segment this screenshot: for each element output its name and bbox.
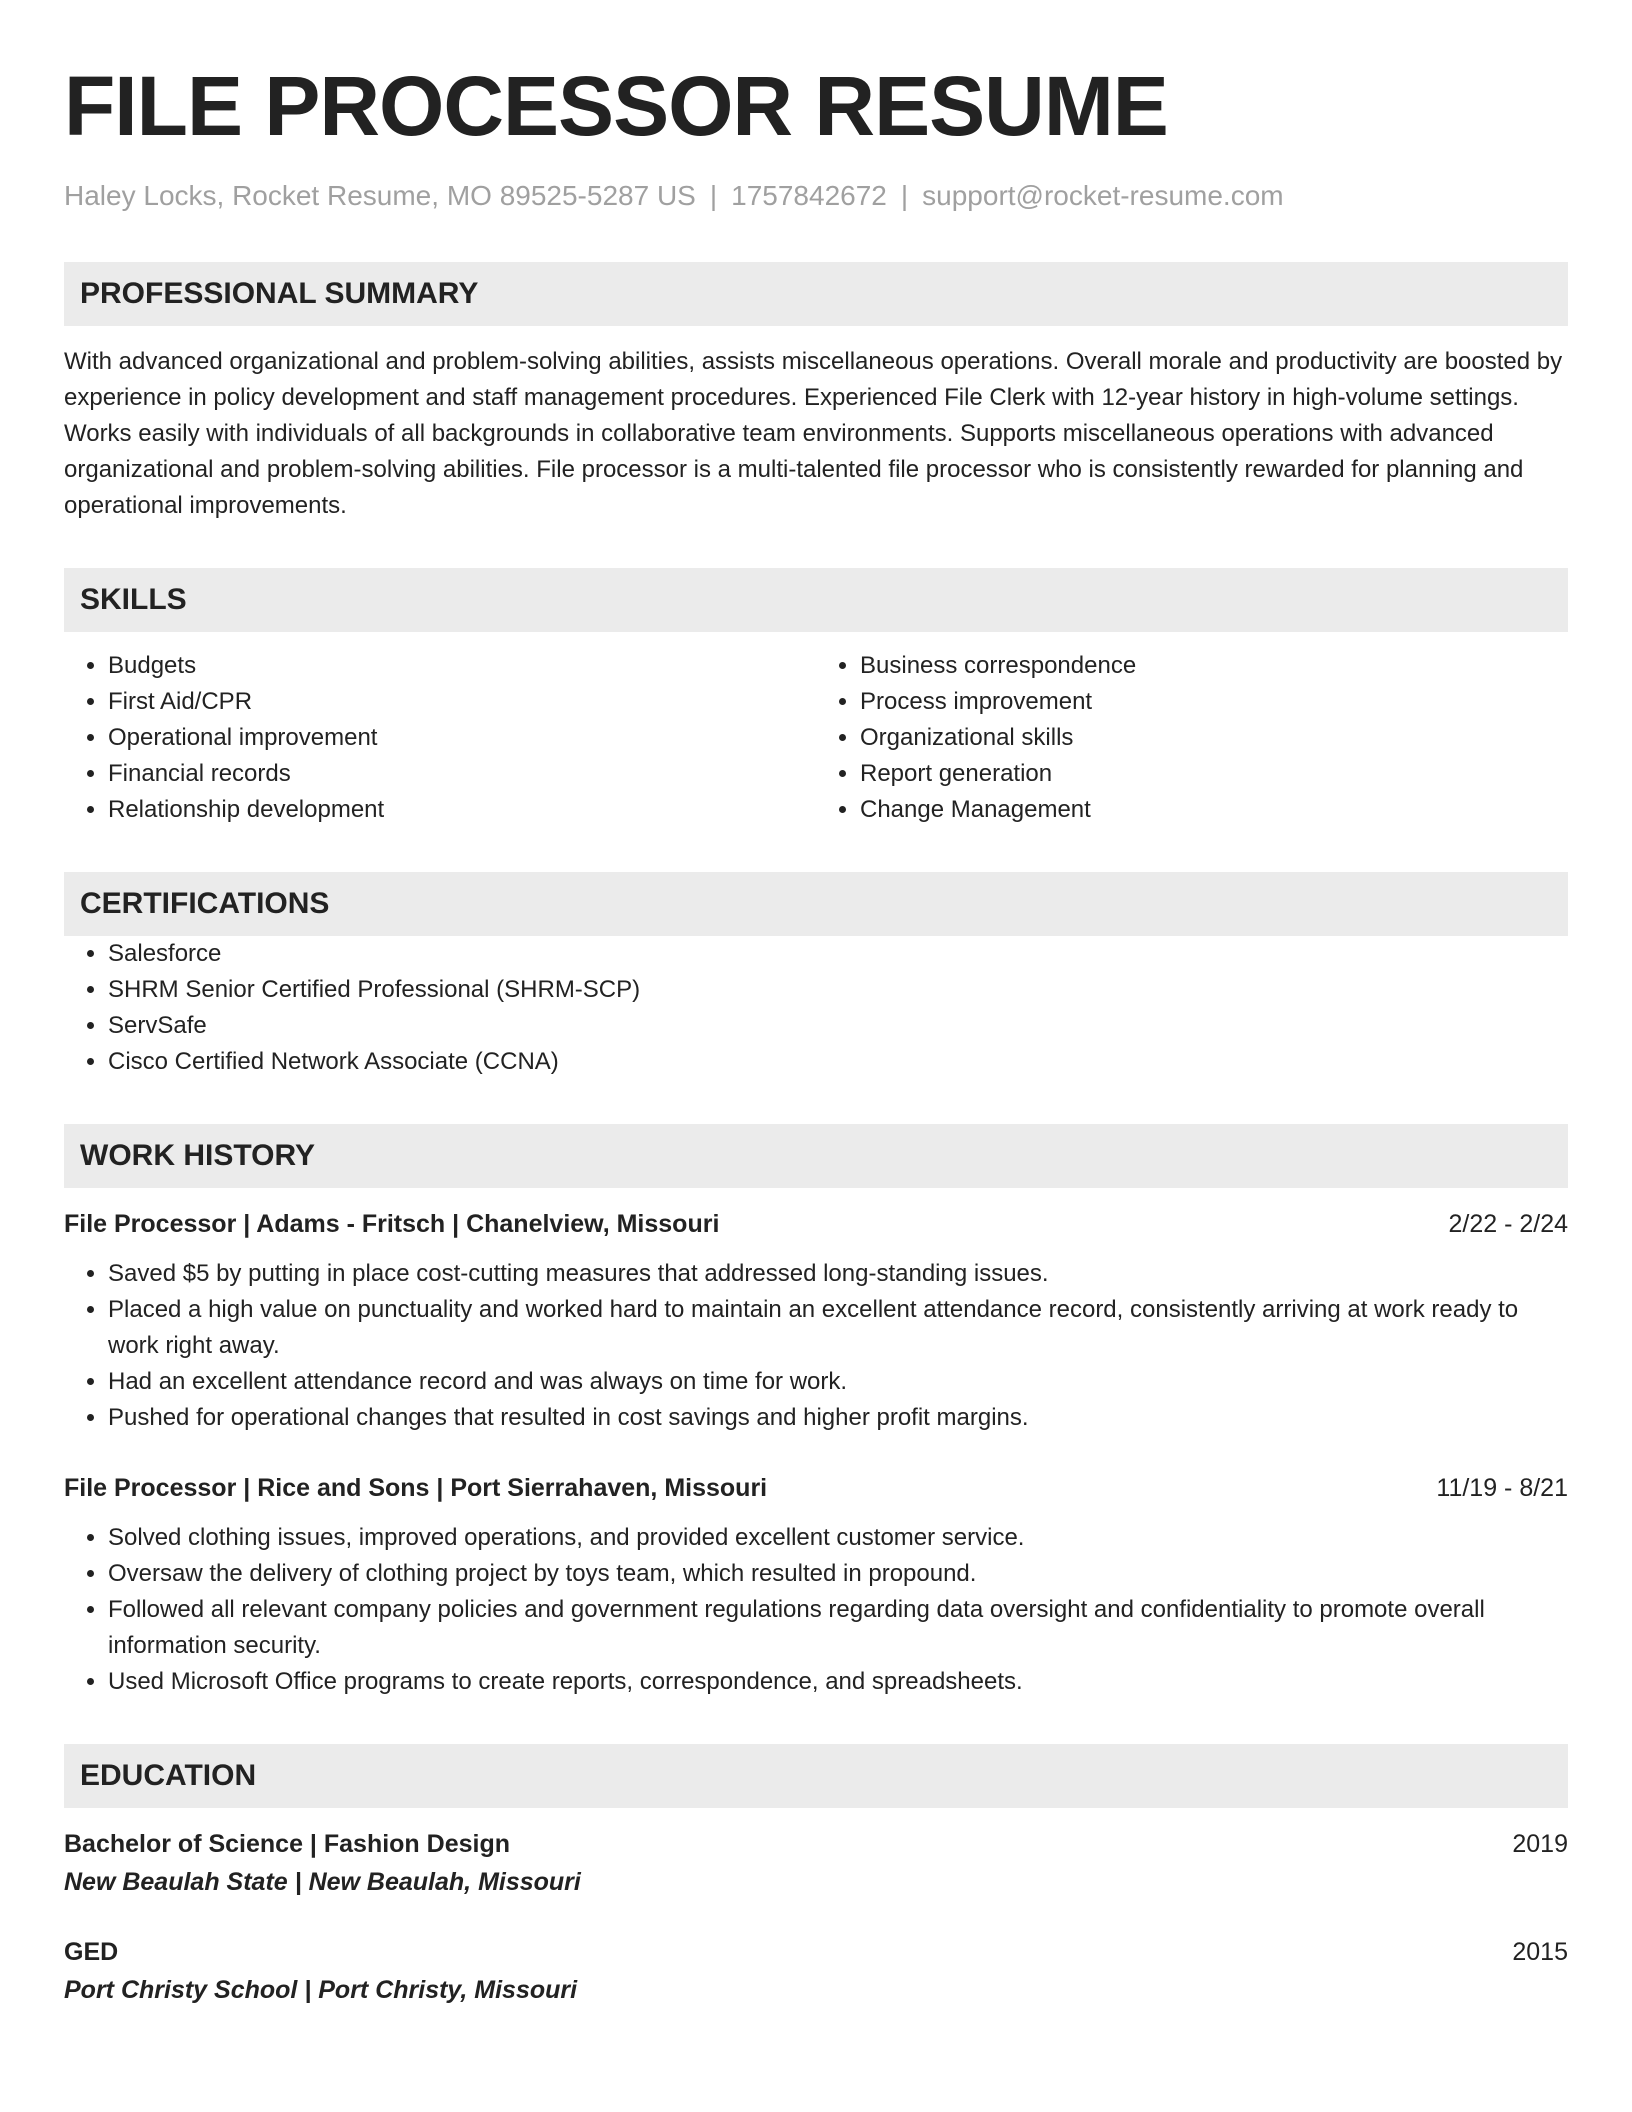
education-year: 2019 <box>1512 1830 1568 1858</box>
certification-item: • ServSafe <box>108 1008 1568 1044</box>
summary-text: With advanced organizational and problem-solving abilities, assists miscellaneous operations. Overall morale and productivity are boosted by experience in policy development and staff management procedures. Experienced File Clerk with 12-year history in high-volume settings. Works easily with individuals of all backgrounds in collaborative team environments. Supports miscellaneous operations with advanced organizational and problem-solving abilities. File processor is a multi-talented file processor who is consistently rewarded for planning and operational improvements. <box>64 348 1563 519</box>
job-bullet: • Placed a high value on punctuality and worked hard to maintain an excellent attendance record, consistently arriving at work ready to work right away. <box>108 1292 1568 1364</box>
contact-line <box>64 180 1568 212</box>
contact-phone: 1757842672 <box>731 180 887 211</box>
job-header <box>64 1206 1568 1242</box>
section-heading-summary: PROFESSIONAL SUMMARY <box>64 262 1568 326</box>
contact-address: Haley Locks, Rocket Resume, MO 89525-5287 US <box>64 180 696 211</box>
education-degree: GED <box>64 1938 119 1966</box>
skill-item: • Business correspondence <box>860 648 1568 684</box>
education-section <box>64 1744 1568 2008</box>
skill-item: • Process improvement <box>860 684 1568 720</box>
job-bullet: • Used Microsoft Office programs to create reports, correspondence, and spreadsheets. <box>108 1664 1568 1700</box>
job-header <box>64 1470 1568 1506</box>
education-entry <box>64 1934 1568 2008</box>
skill-item: • Financial records <box>108 756 816 792</box>
certification-item: • SHRM Senior Certified Professional (SHRM-SCP) <box>108 972 1568 1008</box>
education-year: 2015 <box>1512 1938 1568 1966</box>
education-entry <box>64 1826 1568 1900</box>
skill-item: • First Aid/CPR <box>108 684 816 720</box>
skills-section <box>64 568 1568 828</box>
job-bullet: • Oversaw the delivery of clothing project by toys team, which resulted in propound. <box>108 1556 1568 1592</box>
skill-item: • Operational improvement <box>108 720 816 756</box>
job-bullet: • Pushed for operational changes that resulted in cost savings and higher profit margins. <box>108 1400 1568 1436</box>
certification-item: • Cisco Certified Network Associate (CCNA) <box>108 1044 1568 1080</box>
job-bullet: • Saved $5 by putting in place cost-cutting measures that addressed long-standing issues. <box>108 1256 1568 1292</box>
job-bullets <box>64 1256 1568 1436</box>
skill-item: • Change Management <box>860 792 1568 828</box>
education-header <box>64 1826 1568 1862</box>
certifications-section <box>64 872 1568 1080</box>
job-entry <box>64 1206 1568 1436</box>
resume-title: FILE PROCESSOR RESUME <box>64 59 1168 153</box>
section-heading-skills: SKILLS <box>64 568 1568 632</box>
job-bullet: • Followed all relevant company policies and government regulations regarding data oversight and confidentiality to promote overall information security. <box>108 1592 1568 1664</box>
skill-item: • Organizational skills <box>860 720 1568 756</box>
work-history-section <box>64 1124 1568 1700</box>
section-heading-certifications: CERTIFICATIONS <box>64 872 1568 936</box>
section-heading-education: EDUCATION <box>64 1744 1568 1808</box>
skills-list-right <box>816 648 1568 828</box>
job-entry <box>64 1470 1568 1700</box>
skill-item: • Budgets <box>108 648 816 684</box>
summary-section <box>64 262 1568 524</box>
skills-list-left <box>64 648 816 828</box>
contact-separator: | <box>900 180 909 211</box>
job-bullet: • Had an excellent attendance record and was always on time for work. <box>108 1364 1568 1400</box>
section-heading-work-history: WORK HISTORY <box>64 1124 1568 1188</box>
skill-item: • Relationship development <box>108 792 816 828</box>
education-header <box>64 1934 1568 1970</box>
job-bullets <box>64 1520 1568 1700</box>
certification-item: • Salesforce <box>108 936 1568 972</box>
job-dates: 11/19 - 8/21 <box>1436 1474 1568 1502</box>
job-bullet: • Solved clothing issues, improved operations, and provided excellent customer service. <box>108 1520 1568 1556</box>
certifications-list <box>64 936 1568 1080</box>
education-degree: Bachelor of Science | Fashion Design <box>64 1830 510 1858</box>
contact-separator: | <box>709 180 718 211</box>
education-school: New Beaulah State | New Beaulah, Missouri <box>64 1868 581 1896</box>
skills-grid <box>64 648 1568 828</box>
job-dates: 2/22 - 2/24 <box>1448 1210 1568 1238</box>
job-title: File Processor | Rice and Sons | Port Sierrahaven, Missouri <box>64 1474 768 1502</box>
job-title: File Processor | Adams - Fritsch | Chanelview, Missouri <box>64 1210 720 1238</box>
education-school: Port Christy School | Port Christy, Missouri <box>64 1976 578 2004</box>
skill-item: • Report generation <box>860 756 1568 792</box>
contact-email[interactable]: support@rocket-resume.com <box>922 180 1284 211</box>
